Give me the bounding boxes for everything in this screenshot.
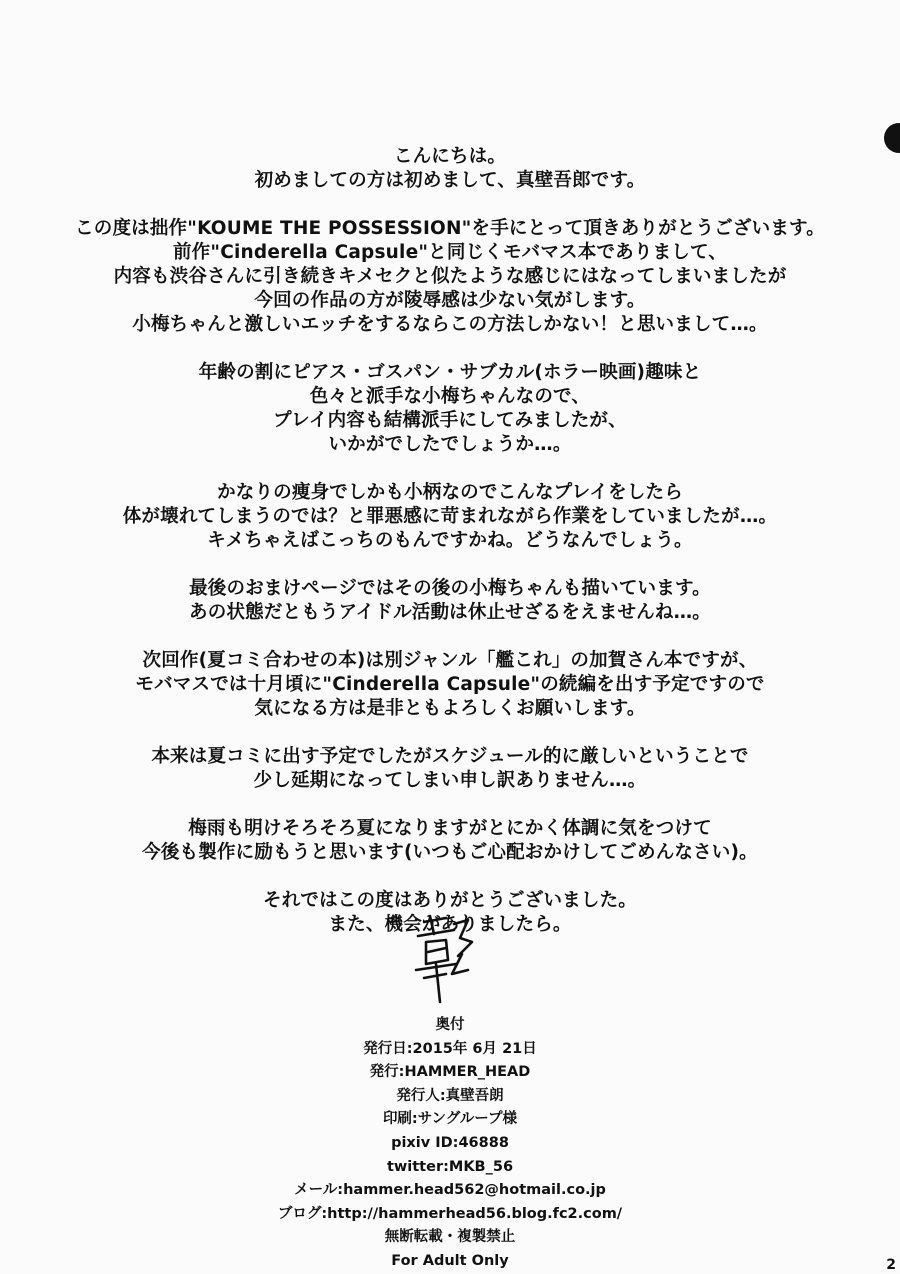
text-line: かなりの痩身でしかも小柄なのでこんなプレイをしたら bbox=[217, 482, 683, 503]
paragraph-bonus bbox=[0, 577, 900, 625]
colophon-issuer: 発行人:真壁吾朗 bbox=[396, 1087, 504, 1104]
colophon-pixiv: pixiv ID:46888 bbox=[391, 1134, 509, 1151]
paragraph-work bbox=[0, 481, 900, 553]
text-line: 梅雨も明けそろそろ夏になりますがとにかく体調に気をつけて bbox=[188, 818, 712, 839]
text-line: キメちゃえばこっちのもんですかね。どうなんでしょう。 bbox=[207, 530, 693, 551]
page-number: 2 bbox=[886, 1257, 896, 1273]
colophon-twitter: twitter:MKB_56 bbox=[386, 1158, 514, 1175]
paragraph-thanks bbox=[0, 217, 900, 337]
text-line: こんにちは。 bbox=[393, 146, 507, 167]
text-line: この度は拙作"KOUME THE POSSESSION"を手にとって頂きありがとうございます。 bbox=[75, 218, 825, 239]
colophon-no-reprint: 無断転載・複製禁止 bbox=[384, 1229, 516, 1246]
text-line: 小梅ちゃんと激しいエッチをするならこの方法しかない！と思いまして…。 bbox=[132, 314, 768, 335]
colophon-printer: 印刷:サングループ様 bbox=[382, 1111, 518, 1128]
paragraph-greeting bbox=[0, 145, 900, 193]
text-line: 本来は夏コミに出す予定でしたがスケジュール的に厳しいということで bbox=[151, 746, 749, 767]
text-line: それではこの度はありがとうございました。 bbox=[262, 890, 637, 911]
text-line: 気になる方は是非ともよろしくお願いします。 bbox=[254, 698, 646, 719]
text-line: 体が壊れてしまうのでは？と罪悪感に苛まれながら作業をしていましたが…。 bbox=[122, 506, 778, 527]
text-line: 色々と派手な小梅ちゃんなので、 bbox=[309, 386, 591, 407]
colophon-publisher: 発行:HAMMER_HEAD bbox=[369, 1064, 531, 1081]
text-line: 今回の作品の方が陵辱感は少ない気がします。 bbox=[254, 290, 646, 311]
paragraph-health bbox=[0, 817, 900, 865]
text-line: 内容も渋谷さんに引き続きキメセクと似たような感じにはなってしまいましたが bbox=[113, 266, 787, 287]
text-line: 今後も製作に励もうと思います(いつもご心配おかけしてごめんなさい)。 bbox=[142, 842, 758, 863]
text-line: 年齢の割にピアス・ゴスパン・サブカル(ホラー映画)趣味と bbox=[198, 362, 702, 383]
colophon-title: 奥付 bbox=[435, 1017, 465, 1033]
text-line: モバマスでは十月頃に"Cinderella Capsule"の続編を出す予定ですので bbox=[135, 674, 765, 695]
text-line: 前作"Cinderella Capsule"と同じくモバマス本でありまして、 bbox=[172, 242, 728, 263]
colophon-adult-notice: For Adult Only bbox=[391, 1252, 509, 1269]
text-line: 次回作(夏コミ合わせの本)は別ジャンル「艦これ」の加賀さん本ですが、 bbox=[142, 650, 758, 671]
text-line: いかがでしたでしょうか…。 bbox=[328, 434, 572, 455]
paragraph-delay bbox=[0, 745, 900, 793]
author-signature bbox=[396, 908, 496, 1006]
text-line: 少し延期になってしまい申し訳ありません…。 bbox=[253, 770, 647, 791]
text-line: 最後のおまけページではその後の小梅ちゃんも描いています。 bbox=[189, 578, 711, 599]
afterword-body bbox=[0, 145, 900, 961]
paragraph-next bbox=[0, 649, 900, 721]
text-line: 初めましての方は初めまして、真壁吾郎です。 bbox=[254, 170, 646, 191]
colophon-date: 発行日:2015年 6月 21日 bbox=[363, 1040, 537, 1057]
paragraph-character bbox=[0, 361, 900, 457]
text-line: プレイ内容も結構派手にしてみましたが、 bbox=[273, 410, 627, 431]
text-line: また、機会がありましたら。 bbox=[328, 914, 572, 935]
colophon-blog: ブログ:http://hammerhead56.blog.fc2.com/ bbox=[277, 1205, 623, 1222]
colophon-mail: メール:hammer.head562@hotmail.co.jp bbox=[294, 1182, 606, 1199]
text-line: あの状態だともうアイドル活動は休止せざるをえませんね…。 bbox=[189, 602, 711, 623]
colophon bbox=[0, 1014, 900, 1274]
